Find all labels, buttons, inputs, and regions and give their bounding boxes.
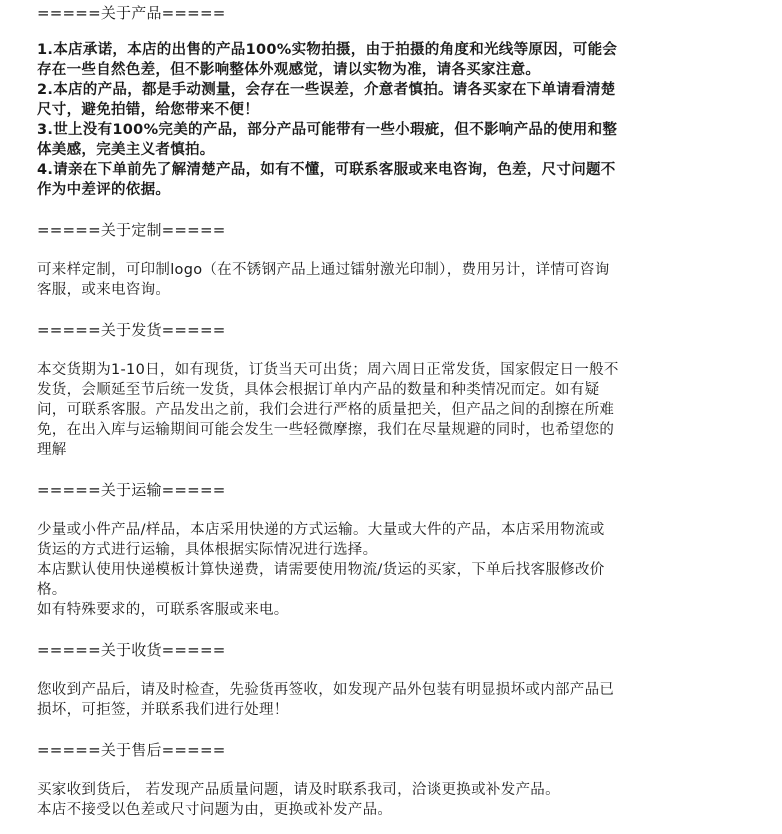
section-heading-customization: =====关于定制===== — [37, 221, 226, 239]
text-line: 客服，或来电咨询。 — [37, 282, 171, 298]
document-page — [37, 0, 667, 820]
text-line: 如有特殊要求的，可联系客服或来电。 — [37, 602, 289, 618]
section-heading-product: =====关于产品===== — [37, 4, 226, 22]
text-line: 1.本店承诺，本店的出售的产品100%实物拍摄，由于拍摄的角度和光线等原因，可能会 — [37, 42, 618, 58]
text-line: 理解 — [37, 442, 67, 458]
text-line: 格。 — [37, 582, 67, 598]
text-line: 可来样定制，可印制logo（在不锈钢产品上通过镭射激光印制），费用另计，详情可咨询 — [37, 262, 610, 278]
text-line: 买家收到货后， 若发现产品质量问题，请及时联系我司，洽谈更换或补发产品。 — [37, 782, 560, 798]
text-line: 尺寸，避免拍错，给您带来不便！ — [37, 102, 259, 118]
section-heading-receiving: =====关于收货===== — [37, 641, 226, 659]
section-heading-transport: =====关于运输===== — [37, 481, 226, 499]
section-heading-after-sales: =====关于售后===== — [37, 741, 226, 759]
section-heading-shipping: =====关于发货===== — [37, 321, 226, 339]
text-line: 3.世上没有100%完美的产品，部分产品可能带有一些小瑕疵，但不影响产品的使用和整 — [37, 122, 618, 138]
section-body-product — [37, 40, 667, 200]
text-line: 存在一些自然色差，但不影响整体外观感觉，请以实物为准，请各买家注意。 — [37, 62, 541, 78]
text-line: 货运的方式进行运输，具体根据实际情况进行选择。 — [37, 542, 378, 558]
text-line: 2.本店的产品，都是手动测量，会存在一些误差，介意者慎拍。请各买家在下单请看清楚 — [37, 82, 616, 98]
text-line: 问，可联系客服。产品发出之前，我们会进行严格的质量把关，但产品之间的刮擦在所难 — [37, 402, 615, 418]
text-line: 本交货期为1-10日，如有现货，订货当天可出货；周六周日正常发货，国家假定日一般不 — [37, 362, 619, 378]
text-line: 您收到产品后，请及时检查，先验货再签收，如发现产品外包装有明显损坏或内部产品已 — [37, 682, 615, 698]
text-line: 损坏，可拒签，并联系我们进行处理！ — [37, 702, 289, 718]
text-line: 免，在出入库与运输期间可能会发生一些轻微摩擦，我们在尽量规避的同时，也希望您的 — [37, 422, 615, 438]
section-body-after-sales — [37, 780, 667, 820]
text-line: 体美感，完美主义者慎拍。 — [37, 142, 215, 158]
text-line: 本店不接受以色差或尺寸问题为由，更换或补发产品。 — [37, 802, 393, 818]
section-body-transport — [37, 520, 667, 620]
section-body-receiving — [37, 680, 667, 720]
text-line: 少量或小件产品/样品，本店采用快递的方式运输。大量或大件的产品，本店采用物流或 — [37, 522, 605, 538]
text-line: 作为中差评的依据。 — [37, 182, 171, 198]
text-line: 本店默认使用快递模板计算快递费，请需要使用物流/货运的买家，下单后找客服修改价 — [37, 562, 605, 578]
section-body-customization — [37, 260, 667, 300]
text-line: 发货，会顺延至节后统一发货，具体会根据订单内产品的数量和种类情况而定。如有疑 — [37, 382, 600, 398]
section-body-shipping — [37, 360, 667, 460]
text-line: 4.请亲在下单前先了解清楚产品，如有不懂，可联系客服或来电咨询，色差，尺寸问题不 — [37, 162, 616, 178]
